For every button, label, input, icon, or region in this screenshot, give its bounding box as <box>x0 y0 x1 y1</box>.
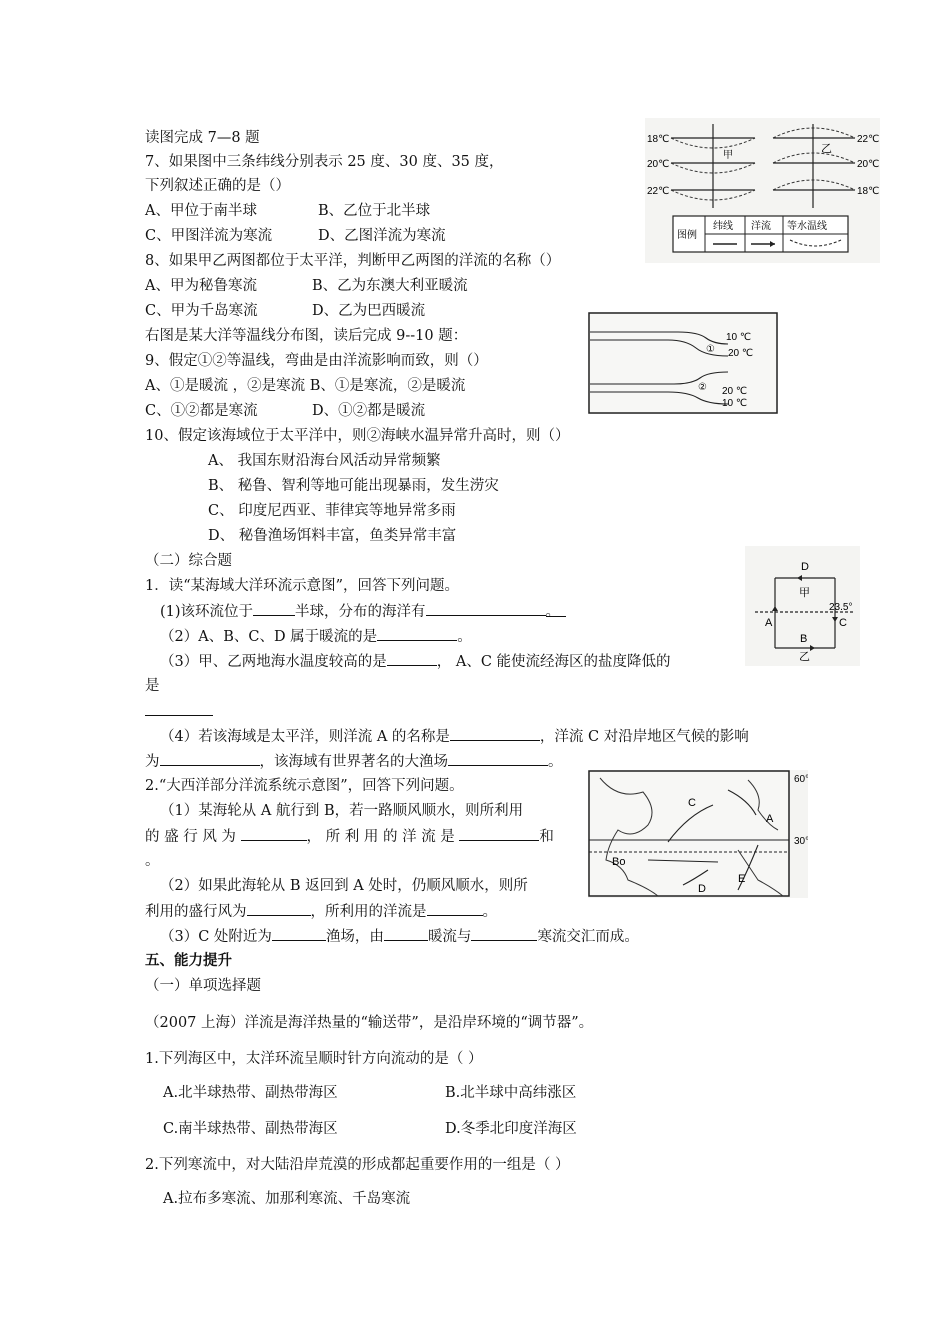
ability-q1-option-a: A.北半球热带、副热带海区 <box>163 1085 338 1101</box>
fig3-label-c: C <box>839 617 847 629</box>
ability-q2-option-a: A.拉布多寒流、加那利寒流、千岛寒流 <box>163 1191 411 1207</box>
ability-q2-stem: 2.下列寒流中，对大陆沿岸荒漠的形成都起重要作用的一组是（ ） <box>145 1157 570 1173</box>
ability-subheading: （一）单项选择题 <box>145 978 261 994</box>
isotherm-current-figure <box>645 118 880 263</box>
fig1-20c-left: 20℃ <box>647 159 670 170</box>
fig1-22c-left: 22℃ <box>647 186 670 197</box>
comp-q1-3-blank <box>145 701 213 722</box>
fig1-20c-right: 20℃ <box>857 159 880 170</box>
fig3-label-a: A <box>765 617 773 629</box>
q7-option-a: A、甲位于南半球 <box>145 203 257 219</box>
fig1-18c-left: 18℃ <box>647 134 670 145</box>
atlantic-currents-figure <box>588 770 808 898</box>
fig2-20c-top: 20 ℃ <box>728 348 754 359</box>
fig1-legend-title: 图例 <box>677 230 697 241</box>
q10-option-b: B、 秘鲁、智利等地可能出现暴雨，发生涝灾 <box>208 478 499 494</box>
comp-q1-2: （2）A、B、C、D 属于暖流的是 。 <box>160 626 472 647</box>
comp-q2-3: （3）C 处附近为 渔场，由 暖流与 寒流交汇而成。 <box>160 926 639 947</box>
q7-stem: 7、如果图中三条纬线分别表示 25 度、30 度、35 度， <box>145 154 504 170</box>
ability-q1-stem: 1.下列海区中，太洋环流呈顺时针方向流动的是（ ） <box>145 1051 483 1067</box>
ability-q1-option-b: B.北半球中高纬涨区 <box>445 1085 577 1101</box>
fig1-legend-lat: 纬线 <box>713 221 733 232</box>
fig4-lat-60: 60° <box>794 774 808 785</box>
q7-option-c: C、甲图洋流为寒流 <box>145 228 273 244</box>
fig3-label-lat: 23.5° <box>829 602 853 613</box>
fig2-10c-bottom: 10 ℃ <box>722 398 748 409</box>
q8-option-d: D、乙为巴西暖流 <box>312 303 426 319</box>
comp-q1-3-cont: 是 <box>145 678 160 694</box>
comprehensive-heading: （二）综合题 <box>145 553 232 569</box>
q7-option-d: D、乙图洋流为寒流 <box>318 228 446 244</box>
q8-stem: 8、如果甲乙两图都位于太平洋，判断甲乙两图的洋流的名称（） <box>145 253 561 269</box>
ability-q1-option-c: C.南半球热带、副热带海区 <box>163 1121 338 1137</box>
fig2-label-1: ① <box>706 344 715 355</box>
ocean-isotherm-figure <box>588 312 778 414</box>
fig2-label-2: ② <box>698 382 707 393</box>
q8-option-b: B、乙为东澳大利亚暖流 <box>312 278 468 294</box>
fig2-20c-bottom: 20 ℃ <box>722 386 748 397</box>
fig4-label-c: C <box>688 797 696 809</box>
fig3-label-jia: 甲 <box>799 587 810 599</box>
fig3-label-yi: 乙 <box>799 651 810 663</box>
q10-option-d: D、 秘鲁渔场饵料丰富，鱼类异常丰富 <box>208 528 457 544</box>
fig1-18c-right: 18℃ <box>857 186 880 197</box>
q7-stem-2: 下列叙述正确的是（） <box>145 178 290 194</box>
comp-q2-1-cont: 的 盛 行 风 为 ， 所 利 用 的 洋 流 是 和 <box>145 826 554 847</box>
comp-q2-1-end: 。 <box>145 853 160 869</box>
comp-q1-stem: 1．读“某海域大洋环流示意图”，回答下列问题。 <box>145 578 460 594</box>
comp-q2-1: （1）某海轮从 A 航行到 B，若一路顺风顺水，则所利用 <box>160 803 524 819</box>
ability-heading: 五、能力提升 <box>145 953 232 969</box>
q9-option-ab: A、①是暖流 ，②是寒流 B、①是寒流，②是暖流 <box>145 378 466 394</box>
q10-option-c: C、 印度尼西亚、菲律宾等地异常多雨 <box>208 503 456 519</box>
fig4-label-e: E <box>738 873 746 885</box>
comp-q2-2: （2）如果此海轮从 B 返回到 A 处时，仍顺风顺水，则所 <box>160 878 528 894</box>
q9-10-intro: 右图是某大洋等温线分布图，读后完成 9--10 题： <box>145 328 468 344</box>
fig4-label-b: Bo <box>612 856 626 868</box>
comp-q2-stem: 2.“大西洋部分洋流系统示意图”，回答下列问题。 <box>145 778 464 794</box>
comp-q1-1: (1)该环流位于 半球，分布的海洋有 。 <box>160 601 566 622</box>
fig2-10c-top: 10 ℃ <box>726 332 752 343</box>
fig1-22c-right: 22℃ <box>857 134 880 145</box>
q9-option-d: D、①②都是暖流 <box>312 403 426 419</box>
ability-q1-option-d: D.冬季北印度洋海区 <box>445 1121 577 1137</box>
q10-option-a: A、 我国东财沿海台风活动异常频繁 <box>208 453 441 469</box>
q10-stem: 10、假定该海域位于太平洋中，则②海峡水温异常升高时，则（） <box>145 428 570 444</box>
fig1-legend-isotherm: 等水温线 <box>787 221 827 232</box>
fig3-label-d: D <box>801 561 809 573</box>
comp-q1-4-cont: 为 ，该海域有世界著名的大渔场 。 <box>145 751 563 772</box>
fig4-label-d: D <box>698 883 706 895</box>
q8-option-c: C、甲为千岛寒流 <box>145 303 258 319</box>
q9-stem: 9、假定①②等温线，弯曲是由洋流影响而致，则（） <box>145 353 488 369</box>
fig3-label-b: B <box>800 633 808 645</box>
fig4-lat-30: 30° <box>794 836 808 847</box>
q7-8-intro: 读图完成 7—8 题 <box>145 130 260 146</box>
q8-option-a: A、甲为秘鲁寒流 <box>145 278 257 294</box>
comp-q1-3: （3）甲、乙两地海水温度较高的是 ， A、C 能使流经海区的盐度降低的 <box>160 651 671 672</box>
ability-intro: （2007 上海）洋流是海洋热量的“输送带”，是沿岸环境的“调节器”。 <box>145 1015 594 1031</box>
fig1-label-jia: 甲 <box>723 150 733 161</box>
fig4-label-a: A <box>766 813 774 825</box>
q7-option-b: B、乙位于北半球 <box>318 203 431 219</box>
q9-option-c: C、①②都是寒流 <box>145 403 258 419</box>
comp-q1-4: （4）若该海域是太平洋，则洋流 A 的名称是 ，洋流 C 对沿岸地区气候的影响 <box>160 726 749 747</box>
fig1-label-yi: 乙 <box>821 143 832 155</box>
comp-q2-2-cont: 利用的盛行风为 ，所利用的洋流是 。 <box>145 901 497 922</box>
ocean-gyre-figure <box>745 546 860 666</box>
fig1-legend-current: 洋流 <box>751 221 771 232</box>
